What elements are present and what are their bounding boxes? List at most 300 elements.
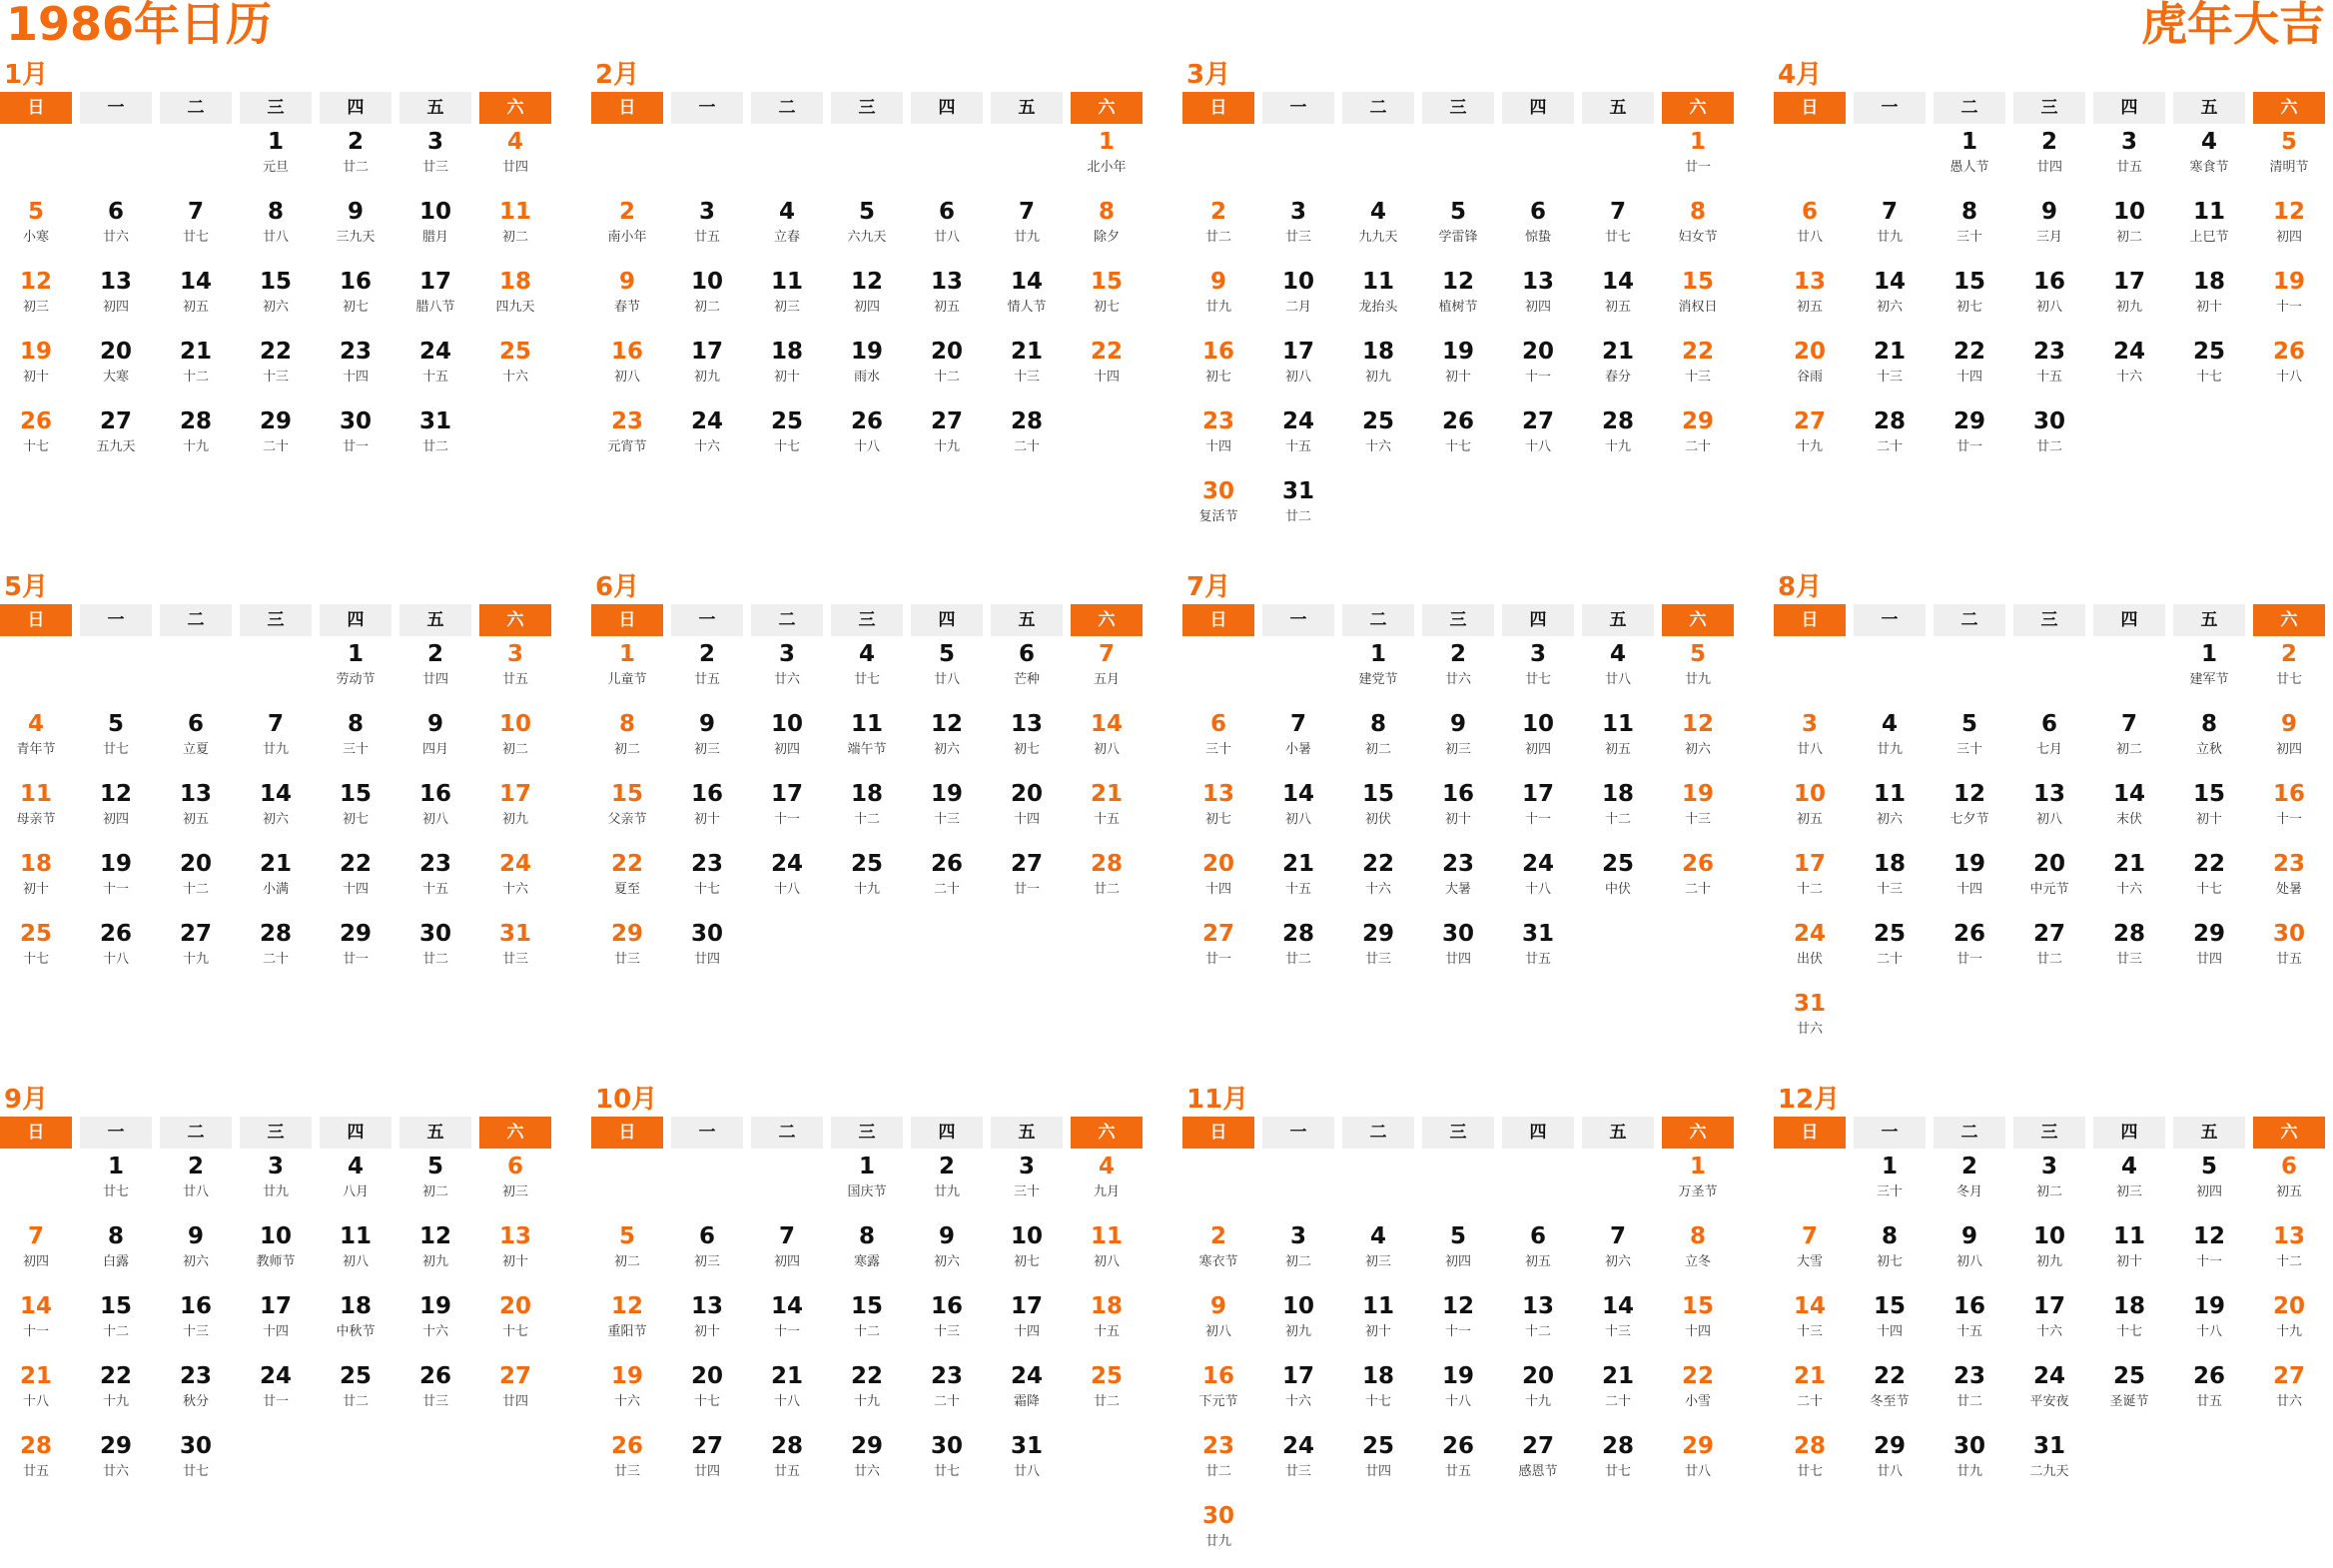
lunar-label: 初五 xyxy=(1604,300,1631,315)
lunar-label: 廿五 xyxy=(1444,1464,1471,1479)
lunar-label: 初五 xyxy=(2275,1184,2302,1199)
day-number: 24 xyxy=(259,1363,292,1389)
day-number: 17 xyxy=(1793,851,1826,877)
day-number: 11 xyxy=(2112,1223,2145,1249)
day-cell xyxy=(591,264,663,334)
day-cell xyxy=(1934,1358,2005,1428)
day-cell xyxy=(1582,1428,1654,1498)
day-number: 25 xyxy=(339,1363,372,1389)
day-cell xyxy=(1071,124,1143,194)
day-cell xyxy=(240,776,312,846)
weekday-label: 一 xyxy=(1854,604,1926,636)
weekday-label: 六 xyxy=(1662,604,1734,636)
day-cell xyxy=(1854,264,1926,334)
day-number: 8 xyxy=(858,1223,875,1249)
day-cell xyxy=(80,264,152,334)
day-number: 29 xyxy=(259,408,292,434)
day-cell xyxy=(80,1288,152,1358)
day-cell xyxy=(991,403,1063,473)
empty-cell xyxy=(0,124,72,194)
lunar-label: 初二 xyxy=(2115,742,2142,757)
lunar-label: 南小年 xyxy=(607,230,647,245)
day-number: 9 xyxy=(1449,711,1466,737)
lunar-label: 末伏 xyxy=(2115,812,2142,827)
day-cell xyxy=(751,403,823,473)
lunar-label: 建党节 xyxy=(1358,672,1398,687)
weekday-label: 六 xyxy=(2253,92,2325,124)
day-cell xyxy=(240,1358,312,1428)
day-number: 19 xyxy=(930,781,963,807)
day-cell xyxy=(1071,1218,1143,1288)
day-cell xyxy=(1502,636,1574,706)
day-number: 21 xyxy=(1281,851,1314,877)
lunar-label: 廿四 xyxy=(501,160,528,175)
day-number: 12 xyxy=(610,1293,643,1319)
lunar-label: 初二 xyxy=(2035,1184,2062,1199)
day-number: 23 xyxy=(418,851,451,877)
day-number: 18 xyxy=(1361,1363,1394,1389)
lunar-label: 廿八 xyxy=(182,1184,209,1199)
empty-cell xyxy=(911,124,983,194)
day-number: 3 xyxy=(1529,641,1546,667)
lunar-label: 廿三 xyxy=(613,1464,640,1479)
day-number: 4 xyxy=(1098,1154,1115,1179)
day-cell xyxy=(751,776,823,846)
weekday-label: 日 xyxy=(0,1117,72,1149)
weekday-label: 三 xyxy=(240,604,312,636)
day-number: 29 xyxy=(1681,1433,1714,1459)
day-number: 7 xyxy=(1609,199,1626,225)
lunar-label: 十一 xyxy=(102,882,129,897)
lunar-label: 廿六 xyxy=(1444,672,1471,687)
day-number: 17 xyxy=(770,781,803,807)
lunar-label: 初三 xyxy=(2115,1184,2142,1199)
lunar-label: 初十 xyxy=(773,370,800,385)
lunar-label: 二十 xyxy=(1684,882,1711,897)
day-cell xyxy=(991,1218,1063,1288)
day-grid xyxy=(1182,124,1744,543)
day-cell xyxy=(911,264,983,334)
day-cell xyxy=(399,1358,471,1428)
day-number: 6 xyxy=(698,1223,715,1249)
day-number: 1 xyxy=(1098,129,1115,155)
day-number: 28 xyxy=(19,1433,52,1459)
lunar-label: 十九 xyxy=(2275,1324,2302,1339)
day-number: 16 xyxy=(418,781,451,807)
lunar-label: 廿八 xyxy=(933,230,960,245)
day-number: 13 xyxy=(1010,711,1043,737)
day-cell xyxy=(1774,706,1846,776)
day-cell xyxy=(2173,334,2245,403)
day-number: 15 xyxy=(850,1293,883,1319)
day-number: 1 xyxy=(1960,129,1977,155)
weekday-label: 五 xyxy=(399,1117,471,1149)
lunar-label: 初七 xyxy=(342,300,369,315)
day-number: 4 xyxy=(2120,1154,2137,1179)
day-number: 15 xyxy=(1681,1293,1714,1319)
lunar-label: 初八 xyxy=(2035,812,2062,827)
day-number: 25 xyxy=(19,921,52,947)
day-number: 8 xyxy=(107,1223,124,1249)
day-cell xyxy=(399,636,471,706)
day-number: 8 xyxy=(347,711,364,737)
day-cell xyxy=(671,334,743,403)
day-grid xyxy=(0,636,561,986)
day-cell xyxy=(1774,986,1846,1056)
day-cell xyxy=(1582,1288,1654,1358)
day-number: 22 xyxy=(1681,339,1714,365)
weekday-label: 日 xyxy=(1182,92,1254,124)
lunar-label: 廿八 xyxy=(262,230,289,245)
day-number: 25 xyxy=(498,339,531,365)
weekday-label: 三 xyxy=(1422,604,1494,636)
month-label: 1月 xyxy=(4,60,49,90)
lunar-label: 廿六 xyxy=(1796,1022,1823,1037)
day-number: 26 xyxy=(1952,921,1985,947)
lunar-label: 三九天 xyxy=(336,230,376,245)
lunar-label: 十一 xyxy=(22,1324,49,1339)
weekday-header xyxy=(1182,604,1744,636)
day-number: 25 xyxy=(1361,1433,1394,1459)
day-number: 5 xyxy=(858,199,875,225)
weekday-label: 二 xyxy=(160,604,232,636)
day-number: 5 xyxy=(2280,129,2297,155)
lunar-label: 建军节 xyxy=(2189,672,2229,687)
day-cell xyxy=(1662,1288,1734,1358)
day-number: 19 xyxy=(2272,269,2305,295)
lunar-label: 廿一 xyxy=(262,1394,289,1409)
day-cell xyxy=(0,1428,72,1498)
day-number: 19 xyxy=(19,339,52,365)
day-number: 21 xyxy=(1873,339,1906,365)
day-number: 28 xyxy=(1281,921,1314,947)
day-cell xyxy=(320,403,391,473)
empty-cell xyxy=(991,124,1063,194)
day-cell xyxy=(1071,264,1143,334)
day-cell xyxy=(991,846,1063,916)
lunar-label: 十八 xyxy=(773,1394,800,1409)
day-number: 3 xyxy=(426,129,443,155)
empty-cell xyxy=(671,1149,743,1218)
day-cell xyxy=(911,194,983,264)
lunar-label: 廿一 xyxy=(1204,952,1231,967)
day-number: 9 xyxy=(2280,711,2297,737)
day-number: 21 xyxy=(259,851,292,877)
day-cell xyxy=(751,194,823,264)
weekday-label: 四 xyxy=(1502,1117,1574,1149)
lunar-label: 初三 xyxy=(693,1254,720,1269)
day-number: 1 xyxy=(267,129,284,155)
lunar-label: 十三 xyxy=(182,1324,209,1339)
day-number: 12 xyxy=(1441,269,1474,295)
day-number: 15 xyxy=(2192,781,2225,807)
weekday-label: 五 xyxy=(2173,604,2245,636)
lunar-label: 初六 xyxy=(1876,812,1903,827)
lunar-label: 初十 xyxy=(2115,1254,2142,1269)
day-cell xyxy=(1662,776,1734,846)
lunar-label: 五月 xyxy=(1093,672,1120,687)
day-cell xyxy=(399,1218,471,1288)
lunar-label: 芒种 xyxy=(1013,672,1040,687)
day-number: 20 xyxy=(99,339,132,365)
day-cell xyxy=(2173,1149,2245,1218)
lunar-label: 廿五 xyxy=(501,672,528,687)
weekday-label: 六 xyxy=(1662,92,1734,124)
day-grid xyxy=(0,1149,561,1498)
weekday-label: 二 xyxy=(1934,92,2005,124)
day-number: 23 xyxy=(610,408,643,434)
day-number: 12 xyxy=(1952,781,1985,807)
weekday-header xyxy=(0,92,561,124)
day-number: 19 xyxy=(610,1363,643,1389)
lunar-label: 小满 xyxy=(262,882,289,897)
lunar-label: 廿九 xyxy=(262,742,289,757)
day-cell xyxy=(1774,1218,1846,1288)
day-cell xyxy=(1774,403,1846,473)
day-number: 14 xyxy=(1090,711,1123,737)
month-block xyxy=(1774,58,2333,473)
lunar-label: 廿三 xyxy=(1364,952,1391,967)
lunar-label: 腊月 xyxy=(421,230,448,245)
lunar-label: 廿六 xyxy=(102,1464,129,1479)
lunar-label: 廿二 xyxy=(342,160,369,175)
day-cell xyxy=(1854,1428,1926,1498)
lunar-label: 十四 xyxy=(1204,439,1231,454)
weekday-label: 三 xyxy=(2013,604,2085,636)
day-number: 5 xyxy=(426,1154,443,1179)
day-number: 17 xyxy=(1281,339,1314,365)
day-number: 16 xyxy=(690,781,723,807)
day-number: 15 xyxy=(1681,269,1714,295)
empty-cell xyxy=(1854,636,1926,706)
day-number: 9 xyxy=(1960,1223,1977,1249)
lunar-label: 初五 xyxy=(182,812,209,827)
lunar-label: 十一 xyxy=(1524,370,1551,385)
day-cell xyxy=(399,403,471,473)
day-number: 7 xyxy=(1018,199,1035,225)
day-cell xyxy=(911,403,983,473)
lunar-label: 十九 xyxy=(1604,439,1631,454)
day-cell xyxy=(479,846,551,916)
day-number: 6 xyxy=(1209,711,1226,737)
day-number: 12 xyxy=(930,711,963,737)
day-number: 29 xyxy=(1681,408,1714,434)
day-number: 24 xyxy=(1010,1363,1043,1389)
empty-cell xyxy=(1854,124,1926,194)
lunar-label: 初九 xyxy=(2115,300,2142,315)
day-cell xyxy=(240,403,312,473)
day-number: 8 xyxy=(1960,199,1977,225)
day-number: 9 xyxy=(347,199,364,225)
lunar-label: 廿九 xyxy=(1204,1534,1231,1549)
lunar-label: 初十 xyxy=(2195,300,2222,315)
day-cell xyxy=(1662,1218,1734,1288)
day-cell xyxy=(591,636,663,706)
lunar-label: 三十 xyxy=(1204,742,1231,757)
day-cell xyxy=(1854,1288,1926,1358)
lunar-label: 廿七 xyxy=(1604,1464,1631,1479)
day-cell xyxy=(2173,194,2245,264)
day-cell xyxy=(240,1288,312,1358)
lunar-label: 廿三 xyxy=(1284,230,1311,245)
weekday-label: 三 xyxy=(240,1117,312,1149)
day-cell xyxy=(751,264,823,334)
day-cell xyxy=(1662,334,1734,403)
lunar-label: 廿四 xyxy=(2195,952,2222,967)
day-number: 4 xyxy=(506,129,523,155)
lunar-label: 初三 xyxy=(1444,742,1471,757)
day-cell xyxy=(1854,1149,1926,1218)
lunar-label: 廿九 xyxy=(1876,230,1903,245)
lunar-label: 初二 xyxy=(693,300,720,315)
day-number: 19 xyxy=(418,1293,451,1319)
lunar-label: 初六 xyxy=(262,300,289,315)
lunar-label: 初八 xyxy=(1284,812,1311,827)
lunar-label: 十七 xyxy=(501,1324,528,1339)
day-number: 8 xyxy=(1098,199,1115,225)
empty-cell xyxy=(1262,124,1334,194)
lunar-label: 十一 xyxy=(1444,1324,1471,1339)
day-cell xyxy=(1342,846,1414,916)
day-cell xyxy=(591,776,663,846)
day-cell xyxy=(2013,1149,2085,1218)
day-cell xyxy=(2253,1358,2325,1428)
day-number: 5 xyxy=(1449,1223,1466,1249)
day-cell xyxy=(831,1428,903,1498)
day-number: 26 xyxy=(850,408,883,434)
day-cell xyxy=(399,846,471,916)
empty-cell xyxy=(1422,1149,1494,1218)
day-number: 3 xyxy=(1801,711,1818,737)
day-number: 17 xyxy=(1281,1363,1314,1389)
day-number: 17 xyxy=(259,1293,292,1319)
lunar-label: 初四 xyxy=(1524,742,1551,757)
lunar-label: 廿七 xyxy=(933,1464,960,1479)
lunar-label: 十九 xyxy=(853,1394,880,1409)
day-number: 4 xyxy=(858,641,875,667)
lunar-label: 出伏 xyxy=(1796,952,1823,967)
day-number: 7 xyxy=(1098,641,1115,667)
day-number: 14 xyxy=(1281,781,1314,807)
weekday-label: 四 xyxy=(320,92,391,124)
day-cell xyxy=(1342,706,1414,776)
lunar-label: 初八 xyxy=(613,370,640,385)
weekday-header xyxy=(1774,604,2333,636)
lunar-label: 初九 xyxy=(501,812,528,827)
lunar-label: 廿七 xyxy=(1524,672,1551,687)
lunar-label: 劳动节 xyxy=(336,672,376,687)
weekday-label: 二 xyxy=(751,604,823,636)
lunar-label: 寒露 xyxy=(853,1254,880,1269)
day-number: 15 xyxy=(1873,1293,1906,1319)
lunar-label: 十二 xyxy=(1604,812,1631,827)
lunar-label: 初二 xyxy=(613,742,640,757)
month-block xyxy=(591,1083,1153,1498)
month-label: 7月 xyxy=(1186,572,1231,602)
day-cell xyxy=(0,194,72,264)
month-block xyxy=(1774,1083,2333,1498)
lunar-label: 七月 xyxy=(2035,742,2062,757)
lunar-label: 廿二 xyxy=(2035,439,2062,454)
month-label: 2月 xyxy=(595,60,640,90)
day-number: 29 xyxy=(2192,921,2225,947)
day-number: 24 xyxy=(498,851,531,877)
day-number: 12 xyxy=(1441,1293,1474,1319)
lunar-label: 十三 xyxy=(1684,370,1711,385)
day-grid xyxy=(0,124,561,473)
day-cell xyxy=(1262,1428,1334,1498)
day-number: 19 xyxy=(1441,1363,1474,1389)
day-number: 4 xyxy=(1609,641,1626,667)
day-number: 15 xyxy=(1090,269,1123,295)
lunar-label: 二十 xyxy=(262,952,289,967)
weekday-header xyxy=(1182,92,1744,124)
lunar-label: 十九 xyxy=(182,439,209,454)
lunar-label: 十三 xyxy=(262,370,289,385)
lunar-label: 十一 xyxy=(773,812,800,827)
lunar-label: 学雷锋 xyxy=(1438,230,1478,245)
day-number: 20 xyxy=(690,1363,723,1389)
day-cell xyxy=(1582,264,1654,334)
lunar-label: 十六 xyxy=(1284,1394,1311,1409)
lunar-label: 廿三 xyxy=(421,1394,448,1409)
day-number: 28 xyxy=(2112,921,2145,947)
day-number: 25 xyxy=(2112,1363,2145,1389)
day-cell xyxy=(751,1428,823,1498)
day-number: 27 xyxy=(2272,1363,2305,1389)
lunar-label: 十五 xyxy=(421,370,448,385)
day-number: 24 xyxy=(1281,408,1314,434)
lunar-label: 中伏 xyxy=(1604,882,1631,897)
day-number: 8 xyxy=(1689,1223,1706,1249)
day-number: 18 xyxy=(1873,851,1906,877)
weekday-label: 日 xyxy=(591,92,663,124)
day-number: 12 xyxy=(2192,1223,2225,1249)
day-cell xyxy=(80,1358,152,1428)
lunar-label: 廿二 xyxy=(421,952,448,967)
day-cell xyxy=(240,916,312,986)
day-cell xyxy=(160,1218,232,1288)
lunar-label: 十三 xyxy=(1013,370,1040,385)
day-cell xyxy=(240,1149,312,1218)
lunar-label: 十四 xyxy=(342,882,369,897)
day-cell xyxy=(591,1218,663,1288)
lunar-label: 清明节 xyxy=(2269,160,2309,175)
day-number: 30 xyxy=(1441,921,1474,947)
month-label: 12月 xyxy=(1778,1085,1841,1115)
day-number: 23 xyxy=(1441,851,1474,877)
day-cell xyxy=(1342,194,1414,264)
day-number: 16 xyxy=(610,339,643,365)
day-number: 11 xyxy=(1361,269,1394,295)
weekday-label: 二 xyxy=(751,92,823,124)
day-number: 28 xyxy=(1793,1433,1826,1459)
lunar-label: 初二 xyxy=(501,230,528,245)
day-number: 13 xyxy=(1521,269,1554,295)
day-cell xyxy=(2093,124,2165,194)
day-number: 21 xyxy=(2112,851,2145,877)
lunar-label: 廿八 xyxy=(1796,742,1823,757)
day-cell xyxy=(320,334,391,403)
day-cell xyxy=(591,846,663,916)
day-cell xyxy=(2013,1288,2085,1358)
weekday-label: 二 xyxy=(1342,92,1414,124)
lunar-label: 十四 xyxy=(1876,1324,1903,1339)
day-cell xyxy=(2013,846,2085,916)
weekday-label: 二 xyxy=(160,92,232,124)
day-cell xyxy=(80,334,152,403)
day-number: 11 xyxy=(339,1223,372,1249)
